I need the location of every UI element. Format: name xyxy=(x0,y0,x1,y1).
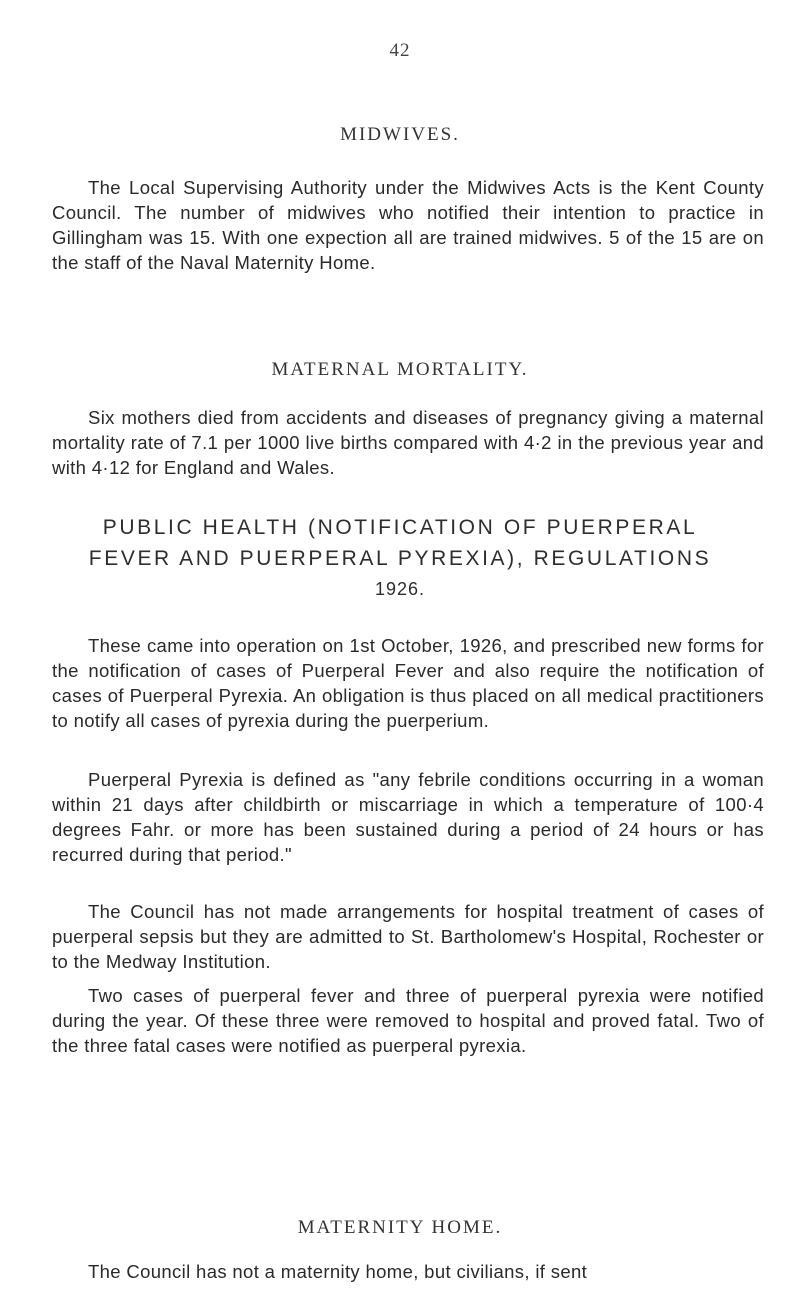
paragraph-maternity-home: The Council has not a maternity home, but civilians, if sent xyxy=(88,1261,588,1282)
paragraph-hospital-treatment: The Council has not made arrangements for hospital treatment of cases of puerperal sepsis but they are admitted to St. Bartholomew's Hospital, Rochester or to the Medway Institution. xyxy=(52,901,764,972)
paragraph-pyrexia-definition: Puerperal Pyrexia is defined as "any febrile conditions occurring in a woman within 21 days after childbirth or miscarriage in which a temperature of 100·4 degrees Fahr. or more has been sustained during a period of 24 hours or has recurred during that period." xyxy=(52,769,764,865)
heading-public-health-year: 1926. xyxy=(374,579,426,599)
heading-public-health-line2: FEVER AND PUERPERAL PYREXIA), REGULATIONS xyxy=(88,547,712,570)
paragraph-regulations-operation: These came into operation on 1st October, 1926, and prescribed new forms for the notification of cases of Puerperal Fever and also require the notification of cases of Puerperal Pyrexia. An obligation is thus placed on all medical practitioners to notify all cases of pyrexia during the puerperium. xyxy=(52,635,764,731)
heading-maternal-mortality: MATERNAL MORTALITY. xyxy=(271,359,529,380)
heading-maternity-home: MATERNITY HOME. xyxy=(297,1217,503,1238)
page-number: 42 xyxy=(389,40,411,61)
paragraph-cases-notified: Two cases of puerperal fever and three of puerperal pyrexia were notified during the year. Of these three were removed to hospital and proved fatal. Two of the three fatal cases were notified as puerperal pyrexia. xyxy=(52,985,764,1056)
heading-public-health-line1: PUBLIC HEALTH (NOTIFICATION OF PUERPERAL xyxy=(102,516,698,539)
paragraph-maternal-mortality: Six mothers died from accidents and diseases of pregnancy giving a maternal mortality rate of 7.1 per 1000 live births compared with 4·2 in the previous year and with 4·12 for England and Wales. xyxy=(52,407,764,478)
heading-public-health xyxy=(40,512,760,605)
heading-midwives: MIDWIVES. xyxy=(340,124,460,145)
paragraph-midwives: The Local Supervising Authority under the Midwives Acts is the Kent County Council. The number of midwives who notified their intention to practice in Gillingham was 15. With one expection all are trained midwives. 5 of the 15 are on the staff of the Naval Maternity Home. xyxy=(52,177,764,273)
